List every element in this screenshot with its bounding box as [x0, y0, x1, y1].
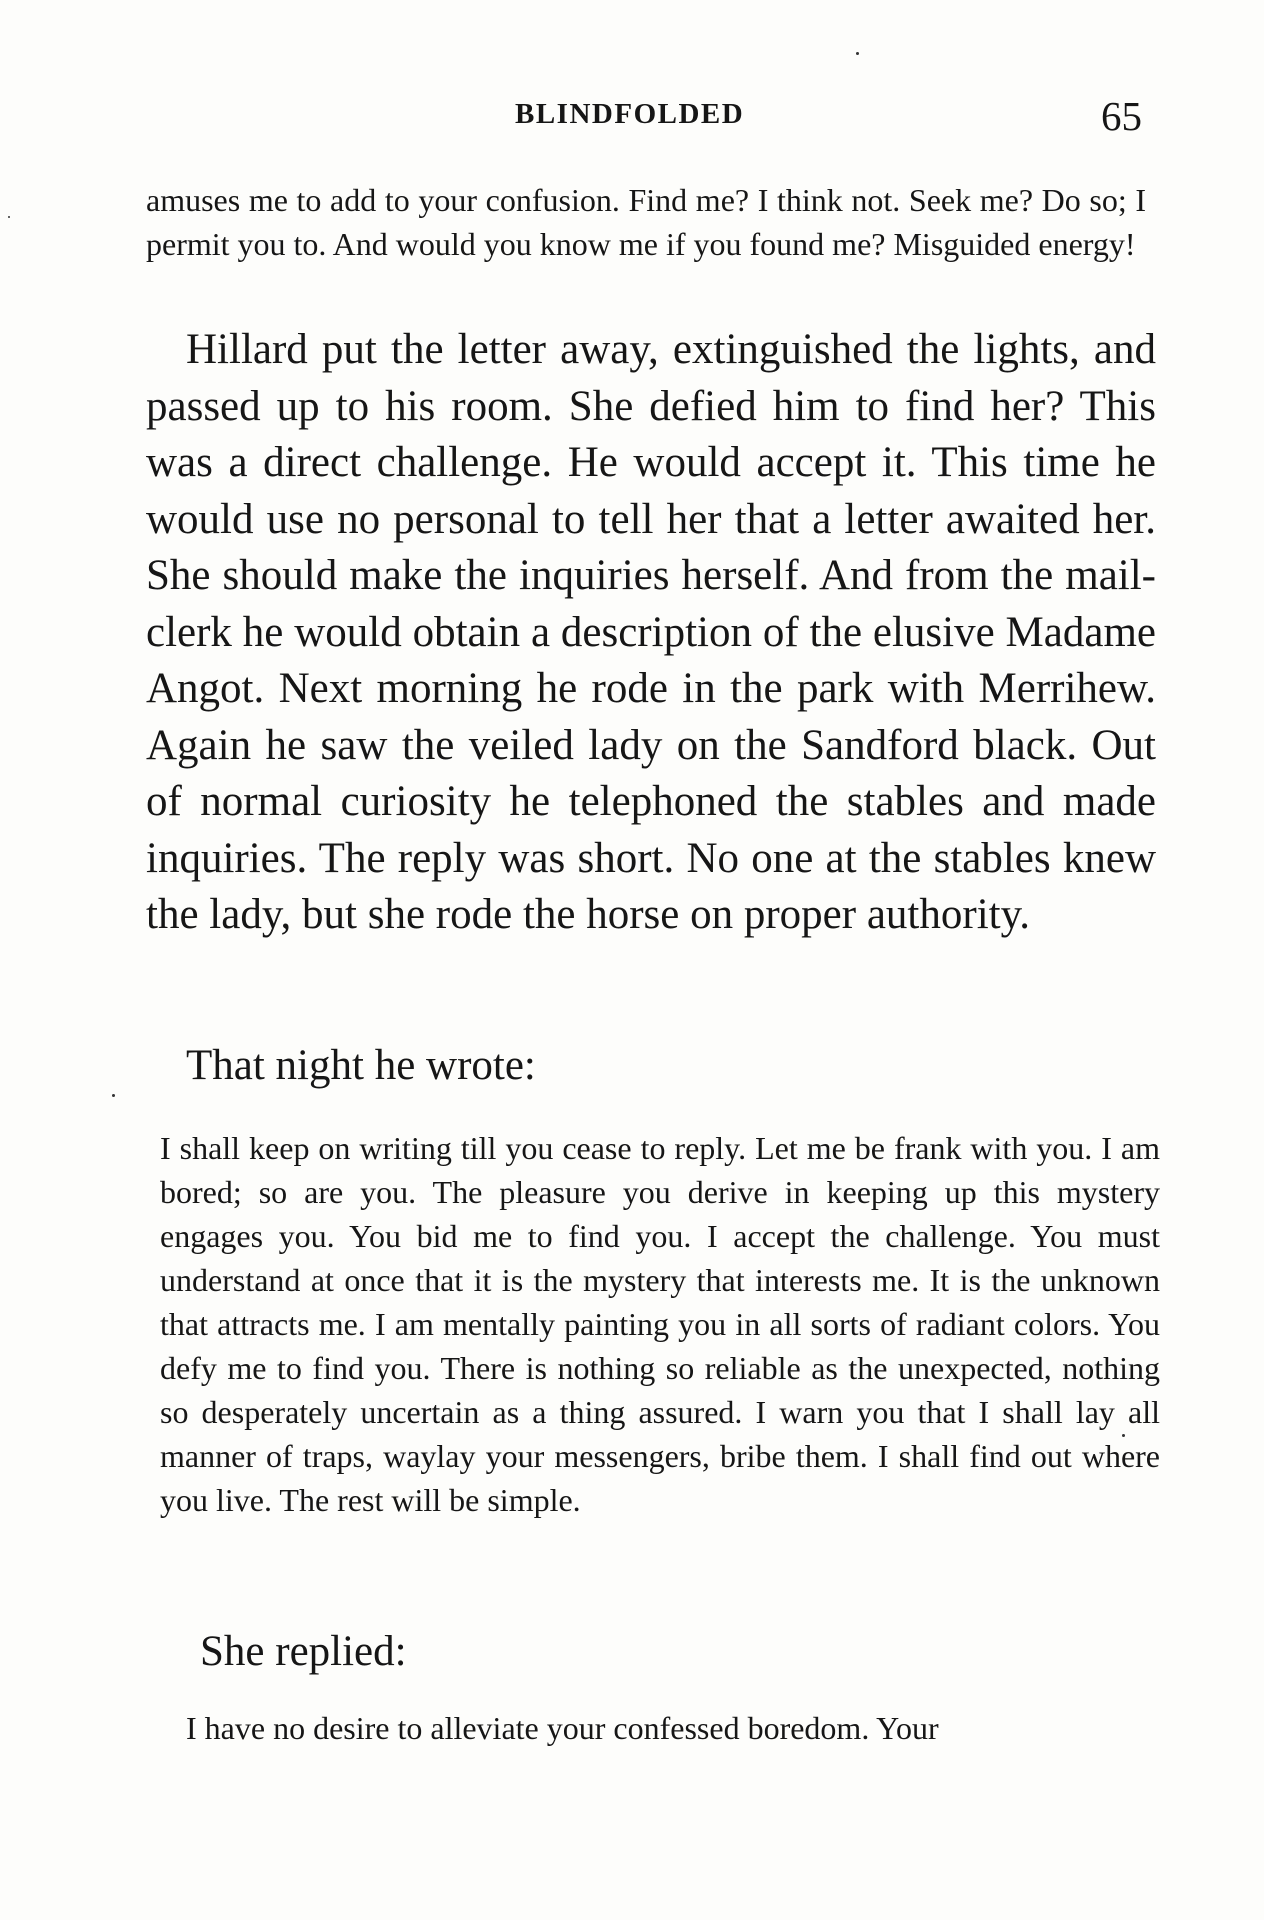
letter-reply-text: I have no desire to alleviate your confessed boredom. Your: [186, 1710, 939, 1746]
letter-continued-text: amuses me to add to your confusion. Find me? I think not. Seek me? Do so; I permit you to. And would you know me if you found me? Misguided energy!: [146, 182, 1146, 262]
page-header: [140, 92, 1140, 152]
page-number: 65: [1101, 93, 1142, 139]
narrative-paragraph-replied: She replied:: [200, 1628, 407, 1675]
narrative-paragraph-wrote: That night he wrote:: [186, 1042, 536, 1089]
print-speck: [112, 1094, 115, 1097]
print-speck: [856, 52, 859, 55]
print-speck: [1122, 1434, 1125, 1437]
print-speck: [8, 216, 10, 218]
letter-text: I shall keep on writing till you cease to reply. Let me be frank with you. I am bored; so are you. The pleasure you derive in keeping up this mystery engages you. You bid me to find you. I accept the challenge. You must understand at once that it is the mystery that interests me. It is the unknown that attracts me. I am mentally painting you in all sorts of radiant colors. You defy me to find you. There is nothing so reliable as the unexpected, nothing so desperately uncertain as a thing assured. I warn you that I shall lay all manner of traps, waylay your messengers, bribe them. I shall find out where you live. The rest will be simple.: [160, 1130, 1160, 1518]
running-head: BLINDFOLDED: [515, 98, 745, 130]
narrative-paragraph: Hillard put the letter away, extinguished the lights, and passed up to his room. She defied him to find her? This was a direct challenge. He would accept it. This time he would use no personal to tell her that a letter awaited her. She should make the inquiries herself. And from the mail-clerk he would obtain a description of the elusive Madame Angot. Next morning he rode in the park with Merrihew. Again he saw the veiled lady on the Sandford black. Out of normal curiosity he telephoned the stables and made inquiries. The reply was short. No one at the stables knew the lady, but she rode the horse on proper authority.: [146, 326, 1156, 938]
